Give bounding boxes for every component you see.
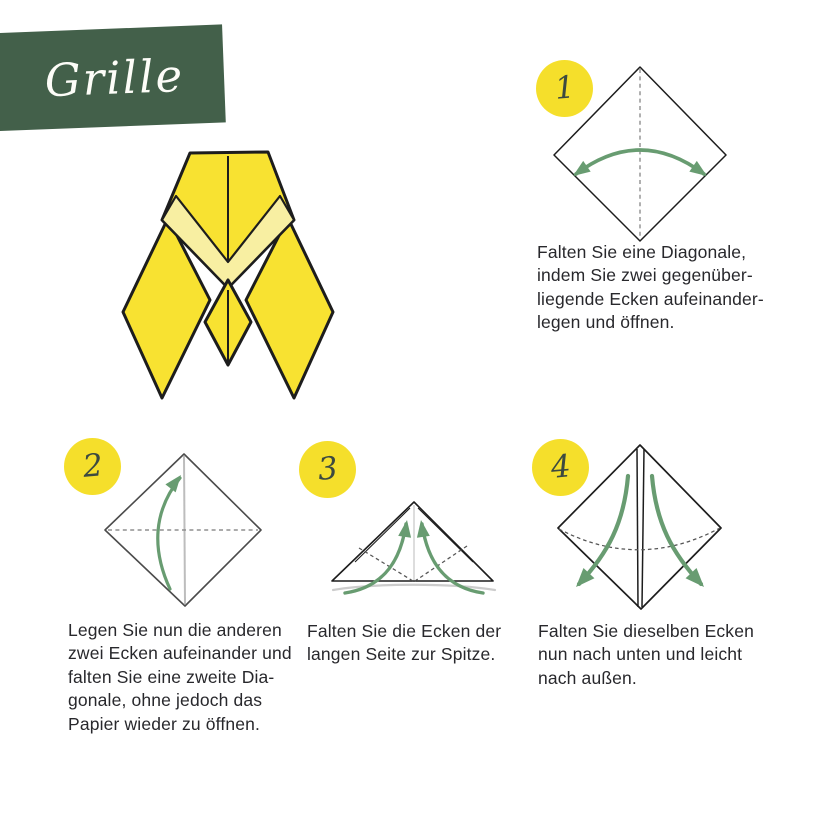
step-3-instructions	[307, 620, 501, 667]
instruction-line: Falten Sie dieselben Ecken	[538, 621, 754, 641]
step-1-instructions	[537, 241, 764, 335]
step-3-badge	[299, 441, 356, 498]
fold-line-left	[359, 548, 413, 581]
instruction-line: nun nach unten und leicht	[538, 644, 743, 665]
step-2-instructions	[68, 619, 292, 736]
instruction-line: gonale, ohne jedoch das	[68, 690, 263, 711]
instruction-line: Papier wieder zu öffnen.	[68, 713, 261, 734]
folded-diamond	[558, 445, 721, 609]
instruction-line: langen Seite zur Spitze.	[307, 644, 496, 665]
step-3-number: 3	[316, 450, 339, 488]
fold-line	[559, 528, 720, 550]
arrowhead-up-left-icon	[398, 519, 413, 538]
arrowhead-up-right-icon	[415, 519, 430, 538]
step-4-diagram	[551, 438, 727, 614]
flap-edge-left	[637, 449, 638, 607]
step-3-diagram	[315, 491, 511, 603]
step-1-number: 1	[553, 69, 576, 107]
fold-arrow-right	[422, 524, 483, 593]
step-2-diagram	[101, 450, 265, 610]
arrowhead-left-icon	[569, 161, 590, 181]
title-banner	[0, 24, 226, 131]
page-title: Grille	[43, 48, 185, 107]
instruction-line: falten Sie eine zweite Dia-	[68, 666, 275, 687]
instruction-line: Falten Sie eine Diagonale,	[537, 242, 747, 262]
instruction-line: indem Sie zwei gegenüber-	[537, 265, 753, 286]
arrowhead-up-icon	[165, 471, 186, 492]
instruction-line: nach außen.	[538, 667, 637, 688]
fold-line-right	[415, 546, 467, 581]
folded-triangle	[332, 502, 493, 581]
instruction-line: Legen Sie nun die anderen	[68, 620, 282, 640]
step-1-diagram	[549, 62, 731, 246]
instruction-line: legen und öffnen.	[537, 312, 675, 333]
step-4-number: 4	[549, 448, 572, 486]
fold-arrow-left	[579, 476, 628, 584]
instruction-line: Falten Sie die Ecken der	[307, 621, 502, 641]
flap-edge-right	[642, 449, 644, 607]
instruction-line: zwei Ecken aufeinander und	[68, 643, 292, 664]
step-4-instructions	[538, 620, 754, 690]
arrowhead-right-icon	[689, 161, 710, 181]
fold-arrow-left	[345, 524, 406, 593]
fold-arrow-right	[652, 476, 701, 584]
step-2-number: 2	[81, 447, 104, 485]
finished-cricket-illustration	[100, 140, 360, 410]
instruction-line: liegende Ecken aufeinander-	[537, 288, 764, 309]
fold-arrow	[158, 478, 180, 589]
